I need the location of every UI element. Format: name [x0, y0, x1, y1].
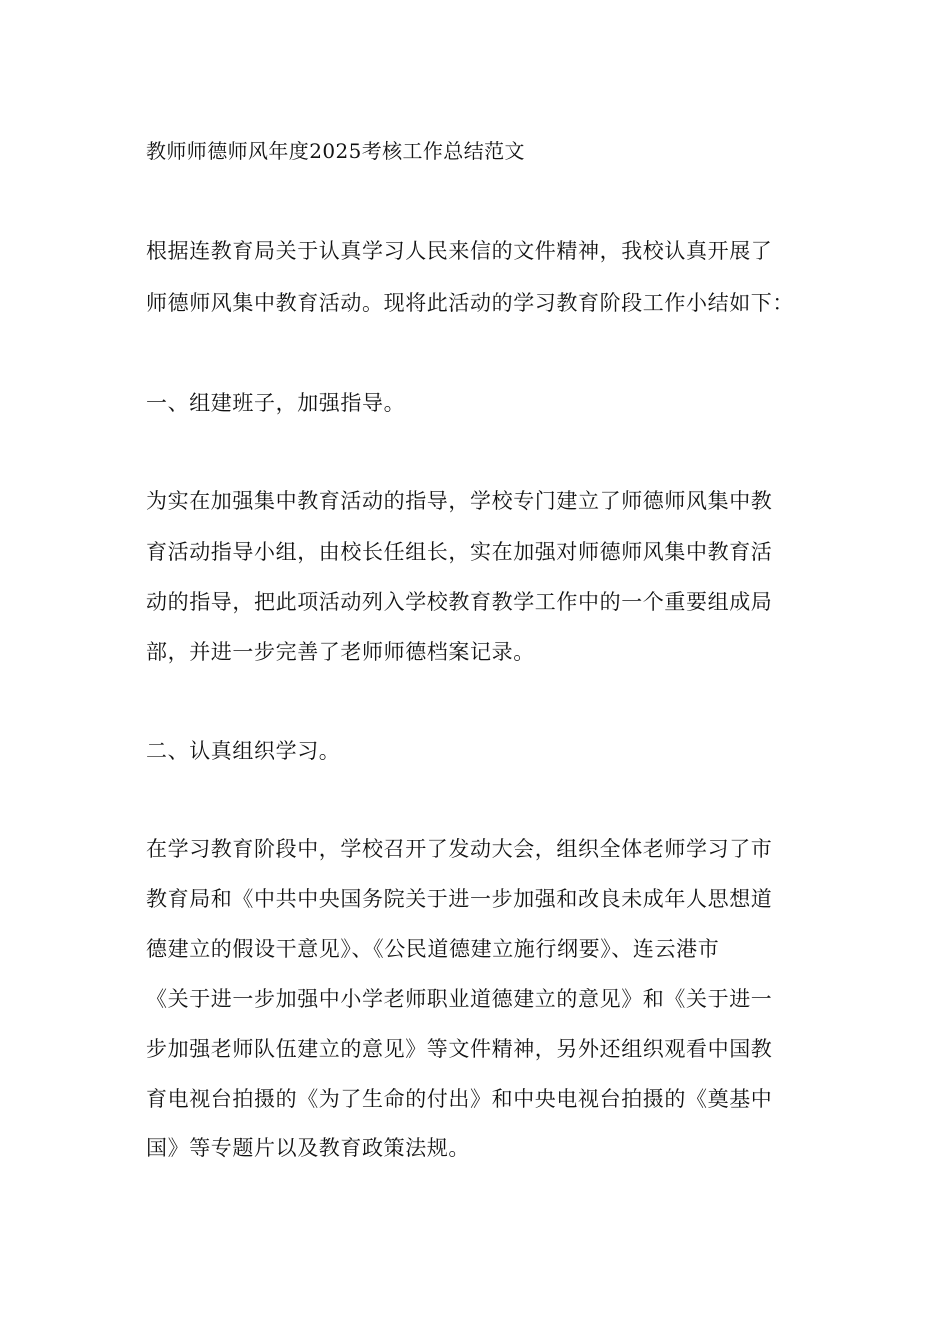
section-2-paragraph-line: 教育局和《中共中央国务院关于进一步加强和改良未成年人思想道 [146, 887, 773, 911]
section-1-paragraph-line: 部，并进一步完善了老师师德档案记录。 [146, 640, 535, 664]
section-2-paragraph-line: 《关于进一步加强中小学老师职业道德建立的意见》和《关于进一 [146, 987, 773, 1011]
section-1-paragraph-line: 育活动指导小组，由校长任组长，实在加强对师德师风集中教育活 [146, 540, 773, 564]
section-2-paragraph-line: 育电视台拍摄的《为了生命的付出》和中央电视台拍摄的《奠基中 [146, 1087, 773, 1111]
section-1-paragraph-line: 为实在加强集中教育活动的指导，学校专门建立了师德师风集中教 [146, 489, 773, 513]
section-2-paragraph-line: 国》等专题片以及教育政策法规。 [146, 1136, 470, 1160]
section-2-paragraph-line: 在学习教育阶段中，学校召开了发动大会，组织全体老师学习了市 [146, 837, 773, 861]
section-1-heading: 一、组建班子，加强指导。 [146, 391, 406, 415]
intro-line: 师德师风集中教育活动。现将此活动的学习教育阶段工作小结如下： [146, 291, 794, 315]
section-2-paragraph-line: 步加强老师队伍建立的意见》等文件精神，另外还组织观看中国教 [146, 1037, 773, 1061]
section-2-paragraph-line: 德建立的假设干意见》、《公民道德建立施行纲要》、连云港市 [146, 937, 720, 961]
document-title: 教师师德师风年度2025考核工作总结范文 [146, 139, 525, 163]
section-2-heading: 二、认真组织学习。 [146, 739, 341, 763]
section-1-paragraph-line: 动的指导，把此项活动列入学校教育教学工作中的一个重要组成局 [146, 590, 773, 614]
intro-line: 根据连教育局关于认真学习人民来信的文件精神，我校认真开展了 [146, 239, 773, 263]
